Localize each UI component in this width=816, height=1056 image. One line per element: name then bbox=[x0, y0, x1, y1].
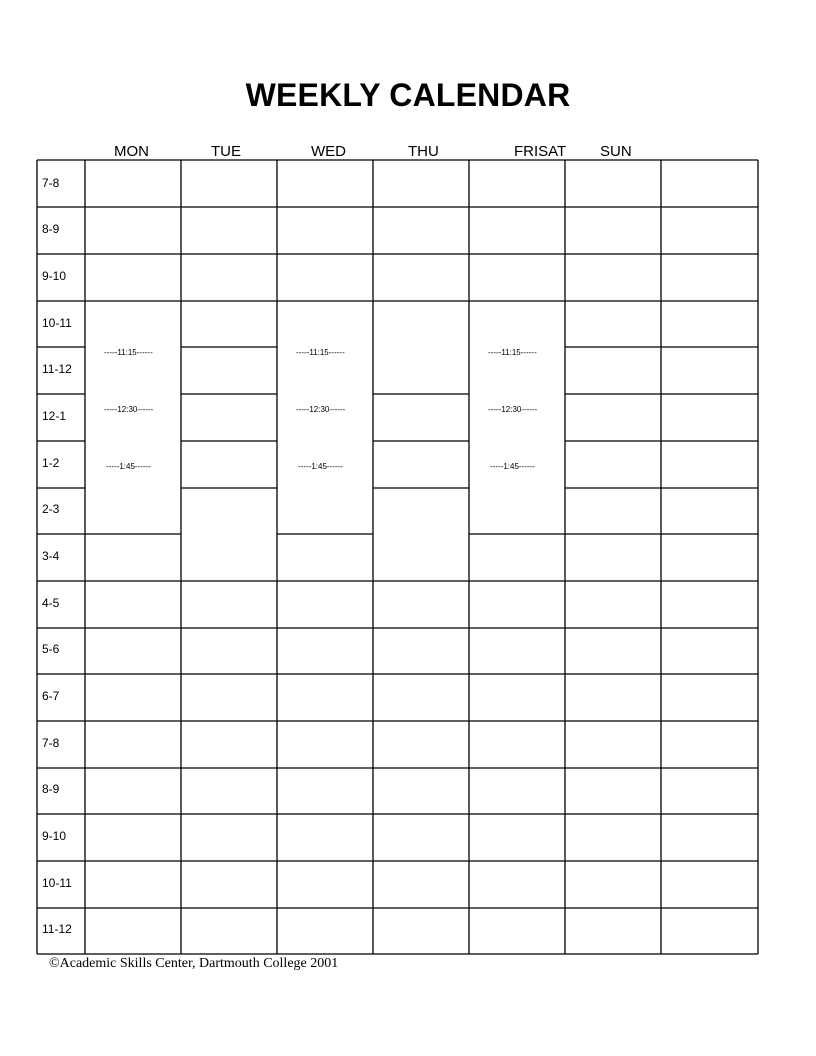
day-header-thu: THU bbox=[408, 143, 439, 160]
time-label: 10-11 bbox=[42, 316, 72, 330]
time-label: 7-8 bbox=[42, 176, 60, 190]
day-header-mon: MON bbox=[114, 143, 149, 160]
class-marker-mon-1115: -----11:15------ bbox=[104, 348, 153, 357]
class-marker-fri-1230: -----12:30------ bbox=[488, 405, 538, 414]
class-marker-mon-145: -----1:45------ bbox=[106, 462, 151, 471]
class-marker-fri-1115: -----11:15------ bbox=[488, 348, 537, 357]
time-label: 8-9 bbox=[42, 222, 60, 236]
time-label: 8-9 bbox=[42, 782, 60, 796]
time-label: 11-12 bbox=[42, 362, 72, 376]
time-label: 3-4 bbox=[42, 549, 60, 563]
time-label: 10-11 bbox=[42, 876, 72, 890]
class-marker-mon-1230: -----12:30------ bbox=[104, 405, 154, 414]
page-title: WEEKLY CALENDAR bbox=[245, 77, 571, 113]
time-label: 6-7 bbox=[42, 689, 60, 703]
time-label: 12-1 bbox=[42, 409, 67, 423]
day-header-wed: WED bbox=[311, 143, 346, 160]
class-marker-fri-145: -----1:45------ bbox=[490, 462, 535, 471]
day-header-tue: TUE bbox=[211, 143, 241, 160]
time-label: 1-2 bbox=[42, 456, 60, 470]
time-label: 11-12 bbox=[42, 922, 72, 936]
time-label: 9-10 bbox=[42, 829, 67, 843]
time-label: 5-6 bbox=[42, 642, 60, 656]
day-header-sun: SUN bbox=[600, 143, 632, 160]
copyright-footer: ©Academic Skills Center, Dartmouth College 2001 bbox=[49, 956, 339, 971]
time-label: 9-10 bbox=[42, 269, 67, 283]
time-label: 7-8 bbox=[42, 736, 60, 750]
time-label: 4-5 bbox=[42, 596, 60, 610]
time-label: 2-3 bbox=[42, 502, 60, 516]
class-marker-wed-1230: -----12:30------ bbox=[296, 405, 346, 414]
class-marker-wed-1115: -----11:15------ bbox=[296, 348, 345, 357]
day-header-frisat: FRISAT bbox=[514, 143, 567, 160]
class-marker-wed-145: -----1:45------ bbox=[298, 462, 343, 471]
